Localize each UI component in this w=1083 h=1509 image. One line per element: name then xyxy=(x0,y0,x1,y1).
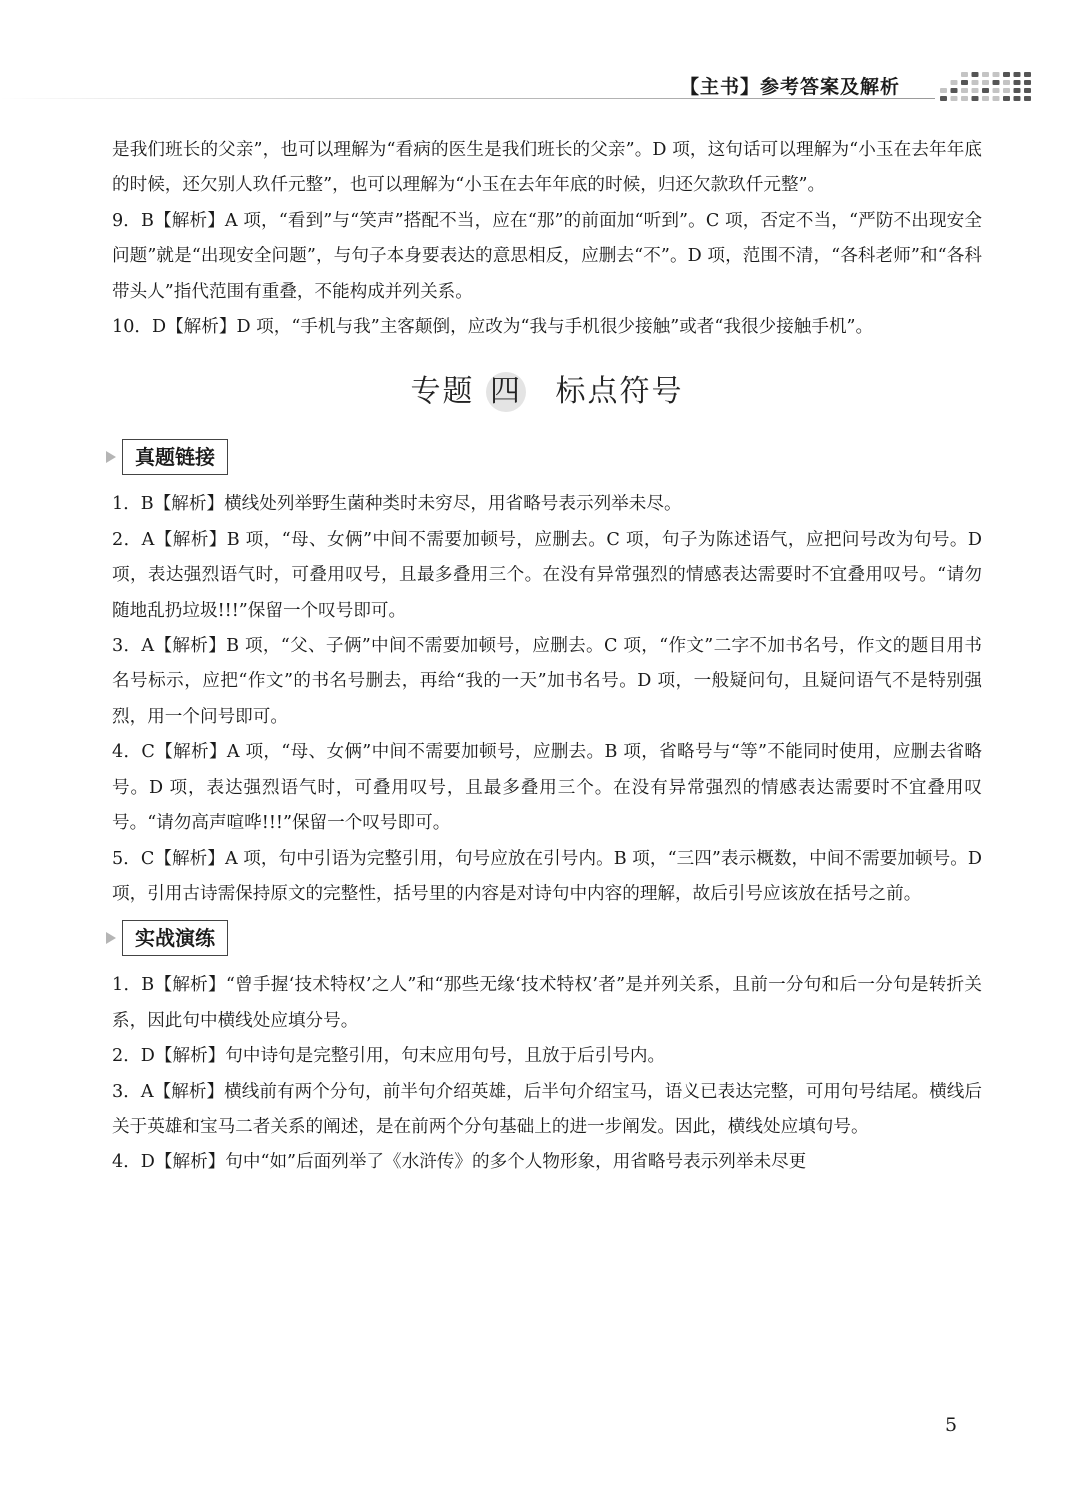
section-heading-2 xyxy=(106,918,982,958)
topic-title xyxy=(112,367,982,417)
paragraph-intro-1: 是我们班长的父亲”，也可以理解为“看病的医生是我们班长的父亲”。D 项，这句话可以理解为“小玉在去年年底的时候，还欠别人玖仟元整”，也可以理解为“小玉在去年年底的时候，归还欠款玖仟元整”。 xyxy=(112,140,982,196)
header-dot xyxy=(972,88,979,93)
section-label-2: 实战演练 xyxy=(122,920,228,956)
header-dot xyxy=(951,80,958,85)
answer-item: 3．A【解析】横线前有两个分句，前半句介绍英雄，后半句介绍宝马，语义已表达完整，可用句号结尾。横线后关于英雄和宝马二者关系的阐述，是在前两个分句基础上的进一步阐发。因此，横线处应填句号。 xyxy=(112,1081,982,1137)
answer-item: 3．A【解析】B 项，“父、子俩”中间不需要加顿号，应删去。C 项，“作文”二字不加书名号，作文的题目用书名号标示，应把“作文”的书名号删去，再给“我的一天”加书名号。D 项，一般疑问句，且疑问语气不是特别强烈，用一个问号即可。 xyxy=(112,636,982,727)
topic-number: 四 xyxy=(486,367,526,417)
header-dot xyxy=(1024,88,1031,93)
header-dot xyxy=(951,88,958,93)
header-dot xyxy=(993,96,1000,101)
triangle-arrow-icon xyxy=(106,451,116,463)
page-content xyxy=(112,133,982,1181)
answer-item: 4．D【解析】句中“如”后面列举了《水浒传》的多个人物形象，用省略号表示列举未尽更 xyxy=(112,1152,807,1173)
header-dot xyxy=(972,96,979,101)
header-dot xyxy=(1024,72,1031,77)
header-dot xyxy=(993,80,1000,85)
header-dot xyxy=(1014,96,1021,101)
header-dot xyxy=(972,80,979,85)
section-heading-1 xyxy=(106,437,982,477)
answer-item: 1．B【解析】“曾手握‘技术特权’之人”和“那些无缘‘技术特权’者”是并列关系，且前一分句和后一分句是转折关系，因此句中横线处应填分号。 xyxy=(112,975,982,1031)
paragraph-intro-3: 10．D【解析】D 项，“手机与我”主客颠倒，应改为“我与手机很少接触”或者“我很少接触手机”。 xyxy=(112,317,874,338)
header-dot xyxy=(1003,72,1010,77)
topic-prefix: 专题 xyxy=(410,374,475,410)
header-dot xyxy=(1003,80,1010,85)
triangle-arrow-icon xyxy=(106,932,116,944)
header-dot xyxy=(961,96,968,101)
header-dot xyxy=(961,88,968,93)
header-dot xyxy=(993,88,1000,93)
page-number: 5 xyxy=(945,1414,958,1436)
header-dot xyxy=(940,88,947,93)
topic-name: 标点符号 xyxy=(555,374,684,410)
header-dot xyxy=(1003,88,1010,93)
header-dots-decoration xyxy=(938,70,1038,104)
header-dot xyxy=(982,96,989,101)
header-dot xyxy=(1024,80,1031,85)
header-dot xyxy=(961,72,968,77)
header-dot xyxy=(1014,88,1021,93)
answer-item: 4．C【解析】A 项，“母、女俩”中间不需要加顿号，应删去。B 项，省略号与“等”不能同时使用，应删去省略号。D 项，表达强烈语气时，可叠用叹号，且最多叠用三个。在没有异常强烈的情感表达需要时不宜叠用叹号。“请勿高声喧哗!!!”保留一个叹号即可。 xyxy=(112,742,982,834)
header-dot xyxy=(1024,96,1031,101)
header-dot xyxy=(1003,96,1010,101)
header-title: 【主书】参考答案及解析 xyxy=(680,76,901,98)
answer-item: 2．D【解析】句中诗句是完整引用，句末应用句号，且放于后引号内。 xyxy=(112,1046,666,1067)
answer-item: 5．C【解析】A 项，句中引语为完整引用，句号应放在引号内。B 项，“三四”表示概数，中间不需要加顿号。D 项，引用古诗需保持原文的完整性，括号里的内容是对诗句中内容的理解，故后引号应该放在括号之前。 xyxy=(112,848,982,904)
header-dot xyxy=(982,88,989,93)
header-dot xyxy=(972,72,979,77)
header-dot xyxy=(982,72,989,77)
header-dot xyxy=(961,80,968,85)
paragraph-intro-2: 9．B【解析】A 项，“看到”与“笑声”搭配不当，应在“那”的前面加“听到”。C 项，否定不当，“严防不出现安全问题”就是“出现安全问题”，与句子本身要表达的意思相反，应删去“不”。D 项，范围不清，“各科老师”和“各科带头人”指代范围有重叠，不能构成并列关系。 xyxy=(112,210,982,302)
answer-item: 1．B【解析】横线处列举野生菌种类时未穷尽，用省略号表示列举未尽。 xyxy=(112,494,682,515)
header-dot xyxy=(1014,80,1021,85)
page-header xyxy=(0,0,1083,110)
header-dot xyxy=(1014,72,1021,77)
header-dot xyxy=(940,96,947,101)
answer-item: 2．A【解析】B 项，“母、女俩”中间不需要加顿号，应删去。C 项，句子为陈述语气，应把问号改为句号。D 项，表达强烈语气时，可叠用叹号，且最多叠用三个。在没有异常强烈的情感表达需要时不宜叠用叹号。“请勿随地乱扔垃圾!!!”保留一个叹号即可。 xyxy=(112,529,982,621)
header-dot xyxy=(951,96,958,101)
header-dot xyxy=(982,80,989,85)
section-label-1: 真题链接 xyxy=(122,439,228,475)
header-dot xyxy=(993,72,1000,77)
